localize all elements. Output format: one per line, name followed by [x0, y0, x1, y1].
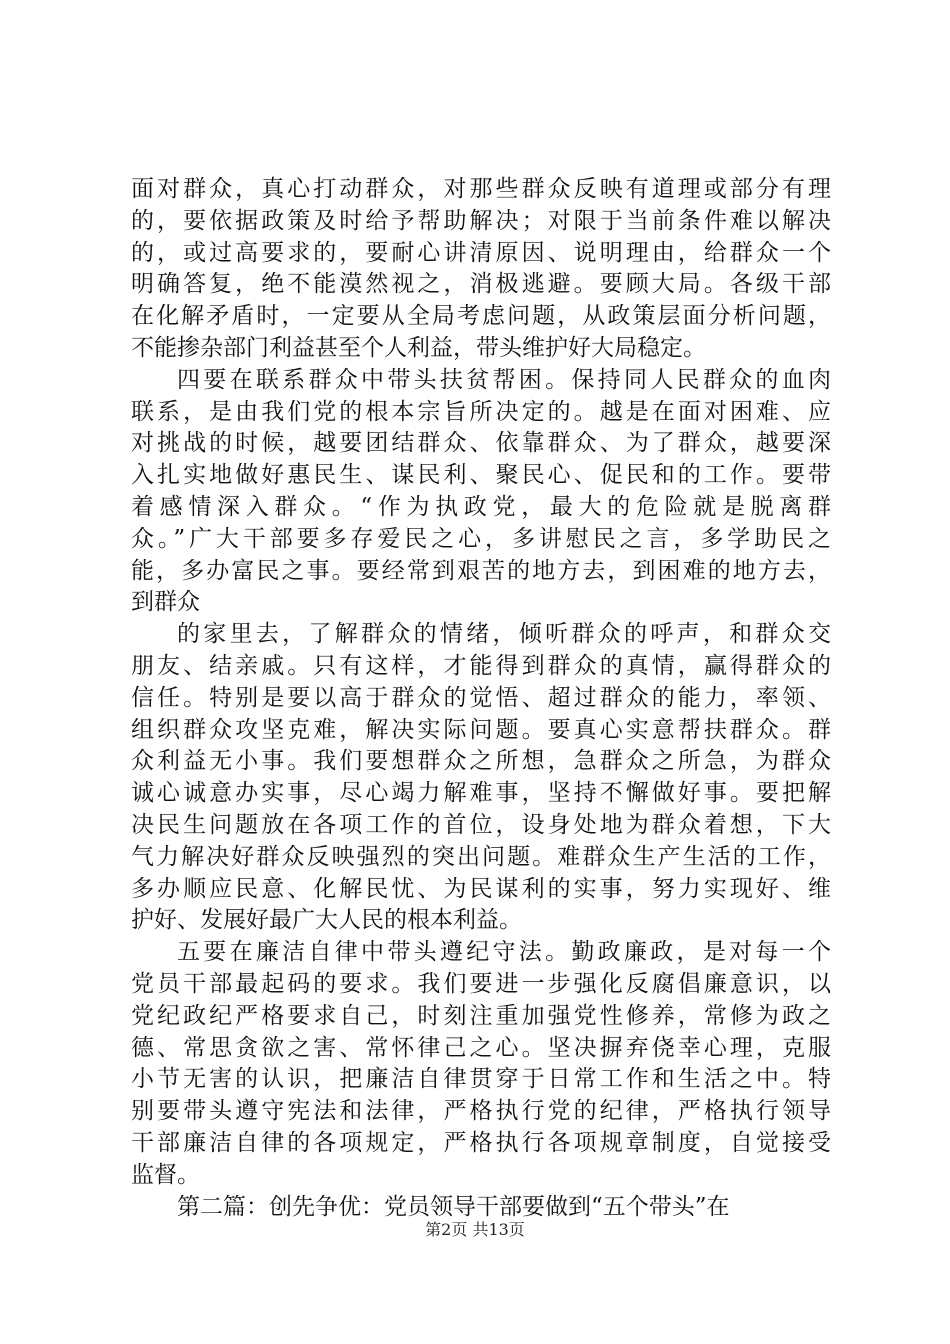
text-line: 的，要依据政策及时给予帮助解决；对限于当前条件难以解决: [131, 207, 831, 234]
text-line: 第二篇：创先争优：党员领导干部要做到“五个带头”在: [177, 1193, 730, 1220]
text-line: 组织群众攻坚克难，解决实际问题。要真心实意帮扶群众。群: [131, 716, 831, 743]
text-line: 气力解决好群众反映强烈的突出问题。难群众生产生活的工作，: [131, 843, 831, 870]
text-line: 信任。特别是要以高于群众的觉悟、超过群众的能力，率领、: [131, 684, 831, 711]
text-line: 明确答复，绝不能漠然视之，消极逃避。要顾大局。各级干部: [131, 271, 831, 298]
text-line: 不能掺杂部门利益甚至个人利益，带头维护好大局稳定。: [131, 334, 706, 361]
text-line: 众。”广大干部要多存爱民之心，多讲慰民之言，多学助民之: [131, 525, 831, 552]
text-line: 监督。: [131, 1161, 200, 1188]
text-line: 着感情深入群众。“作为执政党，最大的危险就是脱离群: [131, 493, 831, 520]
text-line: 党员干部最起码的要求。我们要进一步强化反腐倡廉意识，以: [131, 970, 831, 997]
text-line: 党纪政纪严格要求自己，时刻注重加强党性修养，常修为政之: [131, 1002, 831, 1029]
text-line: 的家里去，了解群众的情绪，倾听群众的呼声，和群众交: [177, 621, 831, 648]
text-line: 小节无害的认识，把廉洁自律贯穿于日常工作和生活之中。特: [131, 1066, 831, 1093]
text-line: 的，或过高要求的，要耐心讲清原因、说明理由，给群众一个: [131, 239, 831, 266]
text-line: 众利益无小事。我们要想群众之所想，急群众之所急，为群众: [131, 748, 831, 775]
text-line: 干部廉洁自律的各项规定，严格执行各项规章制度，自觉接受: [131, 1129, 831, 1156]
text-line: 多办顺应民意、化解民忧、为民谋利的实事，努力实现好、维: [131, 875, 831, 902]
text-line: 德、常思贪欲之害、常怀律己之心。坚决摒弃侥幸心理，克服: [131, 1034, 831, 1061]
text-line: 到群众: [131, 589, 200, 616]
text-line: 联系，是由我们党的根本宗旨所决定的。越是在面对困难、应: [131, 398, 831, 425]
body-text: [131, 174, 831, 1223]
text-line: 能，多办富民之事。要经常到艰苦的地方去，到困难的地方去，: [131, 557, 831, 584]
text-line: 决民生问题放在各项工作的首位，设身处地为群众着想，下大: [131, 811, 831, 838]
text-line: 对挑战的时候，越要团结群众、依靠群众、为了群众，越要深: [131, 430, 831, 457]
text-line: 入扎实地做好惠民生、谋民利、聚民心、促民和的工作。要带: [131, 462, 831, 489]
text-line: 五要在廉洁自律中带头遵纪守法。勤政廉政，是对每一个: [177, 939, 831, 966]
page-footer: 第2页 共13页: [425, 1220, 525, 1239]
text-line: 诚心诚意办实事，尽心竭力解难事，坚持不懈做好事。要把解: [131, 780, 831, 807]
text-line: 面对群众，真心打动群众，对那些群众反映有道理或部分有理: [131, 176, 831, 202]
text-line: 朋友、结亲戚。只有这样，才能得到群众的真情，赢得群众的: [131, 652, 831, 679]
text-line: 别要带头遵守宪法和法律，严格执行党的纪律，严格执行领导: [131, 1098, 831, 1125]
text-line: 四要在联系群众中带头扶贫帮困。保持同人民群众的血肉: [177, 366, 831, 393]
text-line: 护好、发展好最广大人民的根本利益。: [131, 907, 522, 934]
text-line: 在化解矛盾时，一定要从全局考虑问题，从政策层面分析问题，: [131, 303, 831, 330]
